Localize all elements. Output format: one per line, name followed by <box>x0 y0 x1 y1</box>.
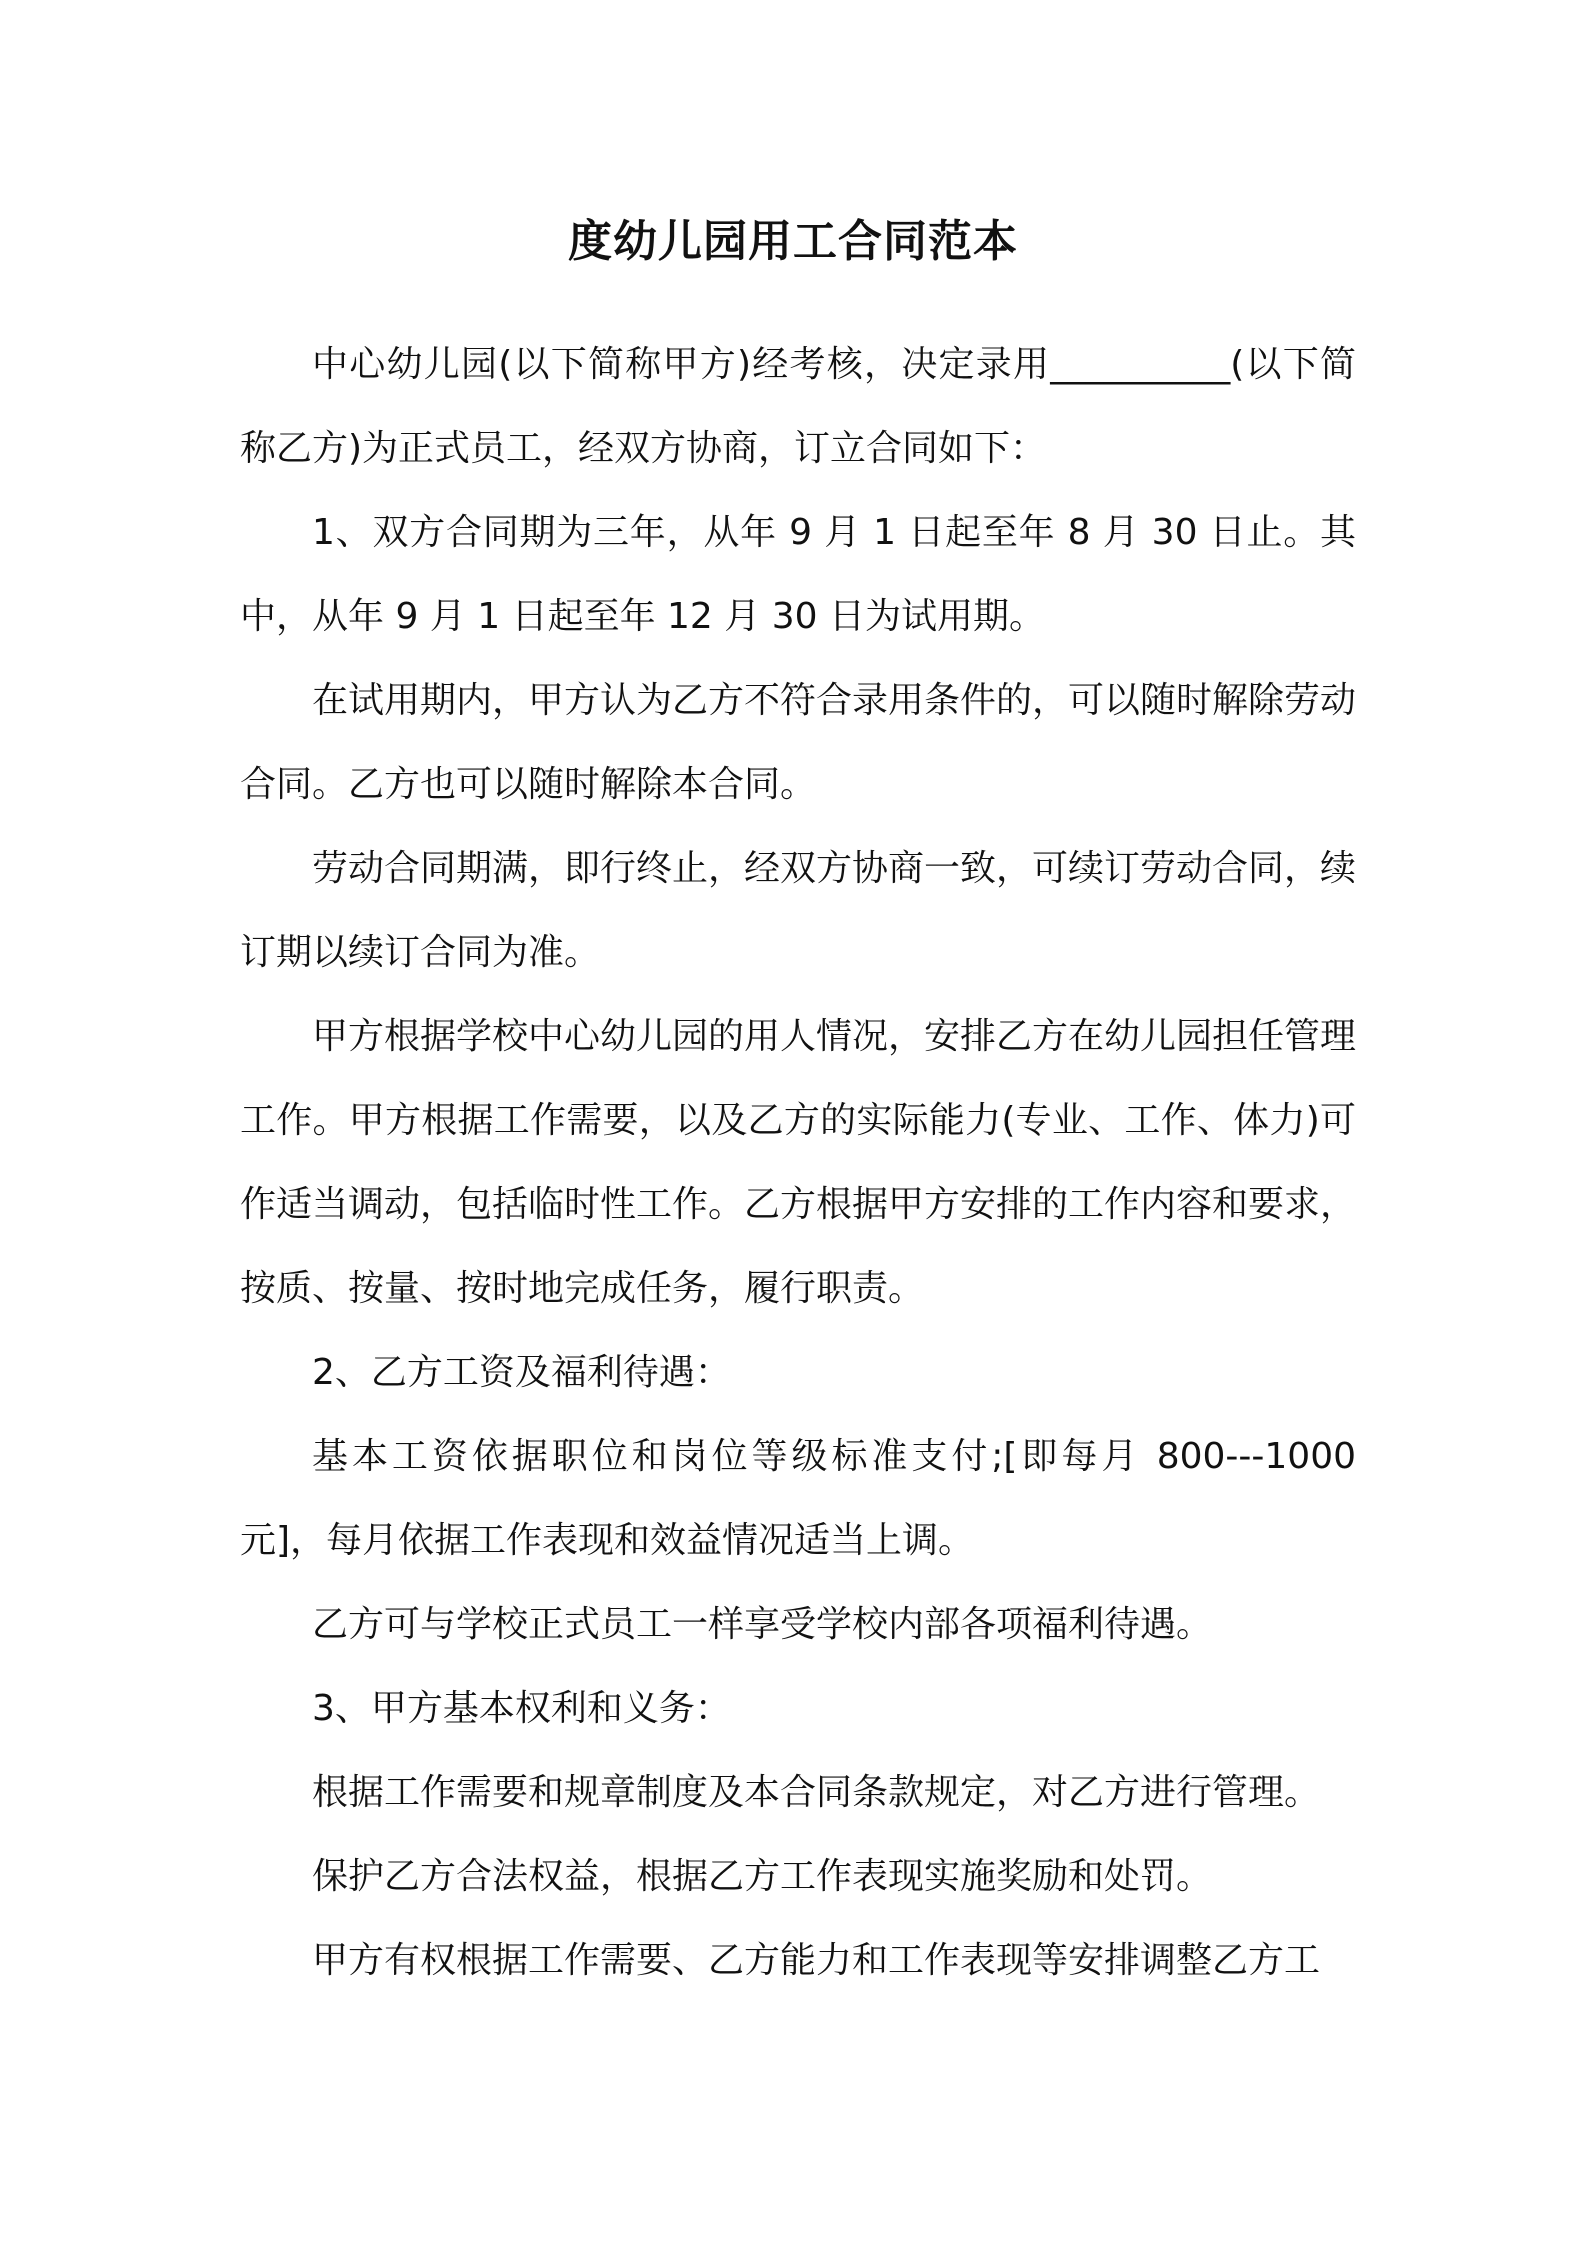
paragraph-salary: 基本工资依据职位和岗位等级标准支付;[即每月 800---1000 元]，每月依据工作表现和效益情况适当上调。 <box>240 1436 1356 1561</box>
section-heading-rights: 3、甲方基本权利和义务： <box>312 1688 731 1729</box>
paragraph-preamble: 中心幼儿园(以下简称甲方)经考核，决定录用__________(以下简称乙方)为正式员工，经双方协商，订立合同如下： <box>240 344 1356 469</box>
section-heading-salary: 2、乙方工资及福利待遇： <box>312 1352 731 1393</box>
paragraph-protection: 保护乙方合法权益，根据乙方工作表现实施奖励和处罚。 <box>312 1856 1213 1897</box>
paragraph-management: 根据工作需要和规章制度及本合同条款规定，对乙方进行管理。 <box>312 1772 1321 1813</box>
paragraph-term: 1、双方合同期为三年，从年 9 月 1 日起至年 8 月 30 日止。其中，从年 9 月 1 日起至年 12 月 30 日为试用期。 <box>240 512 1356 637</box>
paragraph-expiry: 劳动合同期满，即行终止，经双方协商一致，可续订劳动合同，续订期以续订合同为准。 <box>240 848 1357 973</box>
paragraph-benefits: 乙方可与学校正式员工一样享受学校内部各项福利待遇。 <box>312 1604 1213 1645</box>
paragraph-probation: 在试用期内，甲方认为乙方不符合录用条件的，可以随时解除劳动合同。乙方也可以随时解除本合同。 <box>240 680 1357 805</box>
paragraph-duties: 甲方根据学校中心幼儿园的用人情况，安排乙方在幼儿园担任管理工作。甲方根据工作需要，以及乙方的实际能力(专业、工作、体力)可作适当调动，包括临时性工作。乙方根据甲方安排的工作内容和要求，按质、按量、按时地完成任务，履行职责。 <box>240 1016 1357 1309</box>
document-body <box>240 323 1356 2003</box>
document-title: 度幼儿园用工合同范本 <box>568 216 1018 267</box>
paragraph-adjustment: 甲方有权根据工作需要、乙方能力和工作表现等安排调整乙方工 <box>312 1940 1321 1981</box>
